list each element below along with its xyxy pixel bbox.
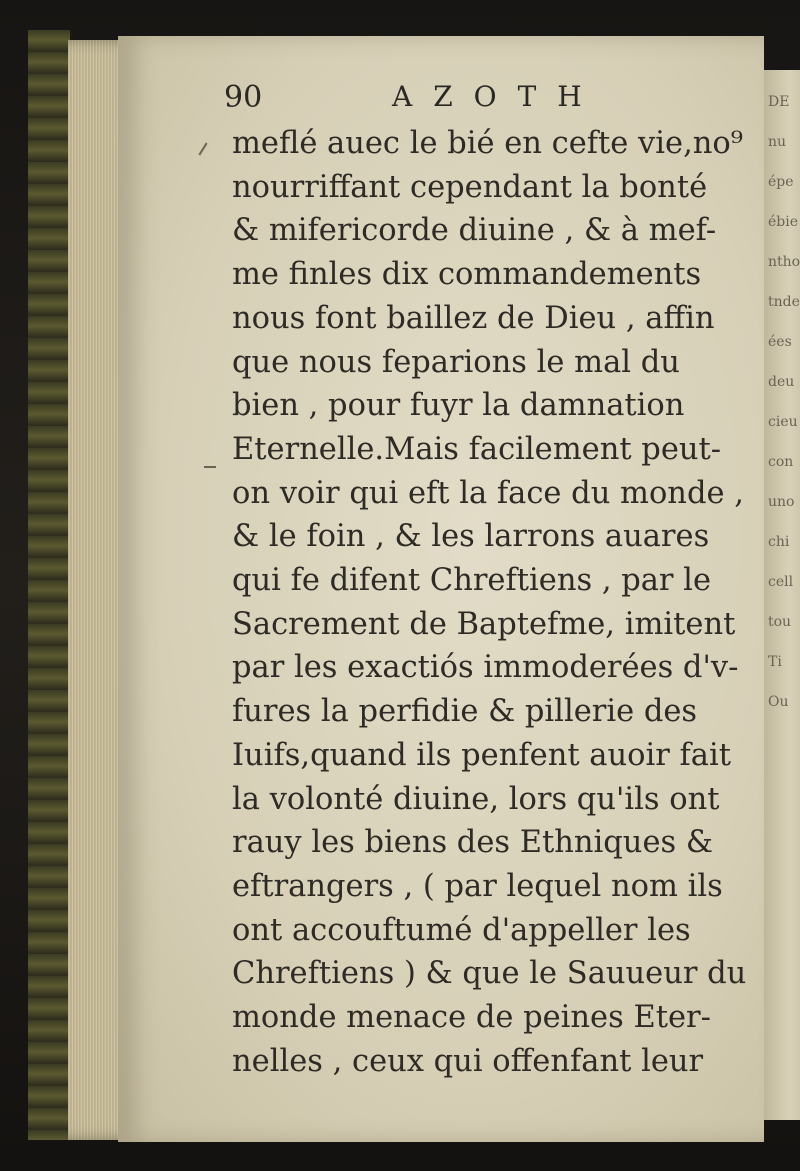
text-line: me finles dix commandements <box>232 257 702 293</box>
facing-page-fragment: ntho <box>768 254 800 270</box>
text-line: & le foin , & les larrons auares <box>232 519 710 555</box>
body-text <box>232 122 747 1083</box>
facing-page-fragment: Ti <box>768 654 782 670</box>
text-line: fures la perfidie & pillerie des <box>232 694 698 730</box>
text-line: la volonté diuine, lors qu'ils ont <box>232 781 720 817</box>
facing-page-fragment: DE <box>768 94 790 110</box>
facing-page-fragment: uno <box>768 494 795 510</box>
facing-page-fragment: épe <box>768 174 794 190</box>
margin-dash-mark <box>204 466 216 468</box>
running-head: AZOTH <box>392 80 603 113</box>
text-line: Iuifs,quand ils penfent auoir fait <box>232 737 732 773</box>
text-line: nelles , ceux qui offenfant leur <box>232 1043 704 1079</box>
text-line: meflé auec le bié en cefte vie,no⁹ <box>232 126 744 161</box>
text-line: que nous feparions le mal du <box>232 344 680 380</box>
text-line: ont accouftumé d'appeller les <box>232 912 691 948</box>
text-line: & mifericorde diuine , & à mef- <box>232 213 717 249</box>
facing-page-fragment: tou <box>768 614 792 630</box>
facing-page-fragment: Ou <box>768 694 789 710</box>
facing-page-fragment: cell <box>768 574 794 590</box>
book-spine-edge <box>28 30 72 1140</box>
facing-page-fragment: deu <box>768 374 795 390</box>
facing-page-fragment: nu <box>768 134 787 150</box>
text-line: qui fe difent Chreftiens , par le <box>232 563 711 599</box>
page-number: 90 <box>224 80 263 115</box>
text-line: Eternelle.Mais facilement peut- <box>232 431 722 467</box>
page-header <box>224 74 744 124</box>
text-line: monde menace de peines Eter- <box>232 1000 711 1036</box>
text-line: Chreftiens ) & que le Sauueur du <box>232 956 747 992</box>
text-line: Sacrement de Baptefme, imitent <box>232 606 736 642</box>
facing-page-fragment: ées <box>768 334 792 350</box>
text-line: on voir qui eft la face du monde , <box>232 475 744 511</box>
text-line: par les exactiós immoderées d'v- <box>232 650 739 686</box>
facing-page-fragment: chi <box>768 534 790 550</box>
text-line: rauy les biens des Ethniques & <box>232 825 714 861</box>
facing-page-fragment: tnde <box>768 294 800 310</box>
facing-page-fragment: ébie <box>768 214 799 230</box>
facing-page-fragment: cieu <box>768 414 798 430</box>
text-line: eftrangers , ( par lequel nom ils <box>232 868 723 904</box>
facing-page-fragment: con <box>768 454 794 470</box>
facing-page-text <box>768 82 800 722</box>
text-line: nourriffant cependant la bonté <box>232 169 708 205</box>
text-line: bien , pour fuyr la damnation <box>232 388 685 424</box>
text-line: nous font baillez de Dieu , affin <box>232 300 715 336</box>
